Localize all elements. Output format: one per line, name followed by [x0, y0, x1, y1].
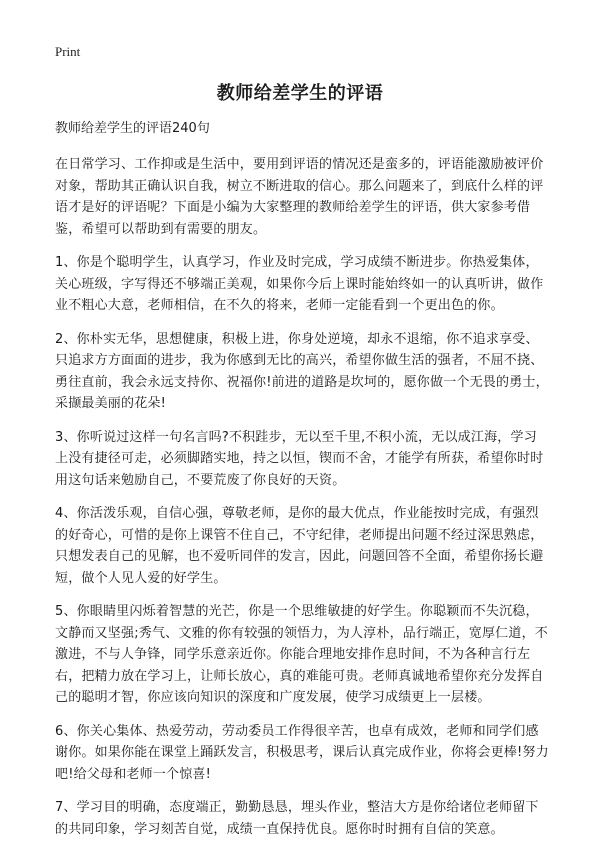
comment-paragraph-7: 7、学习目的明确，态度端正，勤勤恳恳，埋头作业，整洁大方是你给诸位老师留下的共同印象，学习刻苦自觉，成绩一直保持优良。愿你时时拥有自信的笑意。	[55, 800, 539, 837]
comment-paragraph-6: 6、你关心集体、热爱劳动，劳动委员工作得很辛苦，也卓有成效，老师和同学们感谢你。如果你能在课堂上踊跃发言，积极思考，课后认真完成作业，你将会更棒!努力吧!给父母和老师一个惊喜!	[55, 723, 549, 782]
page-title: 教师给差学生的评语	[216, 83, 384, 104]
print-link[interactable]: Print	[55, 44, 81, 59]
comment-paragraph-3: 3、你听说过这样一句名言吗?不积跬步，无以至千里,不积小流，无以成江海，学习上没有捷径可走，必须脚踏实地，持之以恒，锲而不舍，才能学有所获，希望你时时用这句话来勉励自己，不要荒废了你良好的天资。	[55, 429, 544, 488]
comment-paragraph-4: 4、你活泼乐观，自信心强，尊敬老师，是你的最大优点，作业能按时完成，有强烈的好奇心，可惜的是你上课管不住自己，不守纪律，老师提出问题不经过深思熟虑，只想发表自己的见解，也不爱听同伴的发言，因此，问题回答不全面，希望你扬长避短，做个人见人爱的好学生。	[55, 506, 544, 586]
document-body	[55, 118, 549, 852]
comment-paragraph-5: 5、你眼睛里闪烁着智慧的光芒，你是一个思维敏捷的好学生。你聪颖而不失沉稳，文静而又坚强;秀气、文雅的你有较强的领悟力，为人淳朴，品行端正，宽厚仁道，不激进，不与人争锋，同学乐意亲近你。你能合理地安排作息时间，不为各种言行左右，把精力放在学习上，让师长放心，真的难能可贵。老师真诚地希望你充分发挥自己的聪明才智，你应该向知识的深度和广度发展，使学习成绩更上一层楼。	[55, 604, 548, 705]
comment-paragraph-1: 1、你是个聪明学生，认真学习，作业及时完成，学习成绩不断进步。你热爱集体，关心班级，字写得还不够端正美观，如果你今后上课时能始终如一的认真听讲，做作业不粗心大意，老师相信，在不久的将来，老师一定能看到一个更出色的你。	[55, 255, 544, 313]
intro-paragraph: 在日常学习、工作抑或是生活中，要用到评语的情况还是蛮多的，评语能激励被评价对象，帮助其正确认识自我，树立不断进取的信心。那么问题来了，到底什么样的评语才是好的评语呢？下面是小编为大家整理的教师给差学生的评语，供大家参考借鉴，希望可以帮助到有需要的朋友。	[55, 157, 544, 237]
comment-paragraph-2: 2、你朴实无华，思想健康，积极上进，你身处逆境，却永不退缩，你不追求享受、只追求方方面面的进步，我为你感到无比的高兴，希望你做生活的强者，不屈不挠、勇往直前，我会永远支持你、祝福你!前进的道路是坎坷的，愿你做一个无畏的勇士，采撷最美丽的花朵!	[55, 331, 549, 411]
document-subtitle: 教师给差学生的评语240句	[55, 121, 210, 136]
